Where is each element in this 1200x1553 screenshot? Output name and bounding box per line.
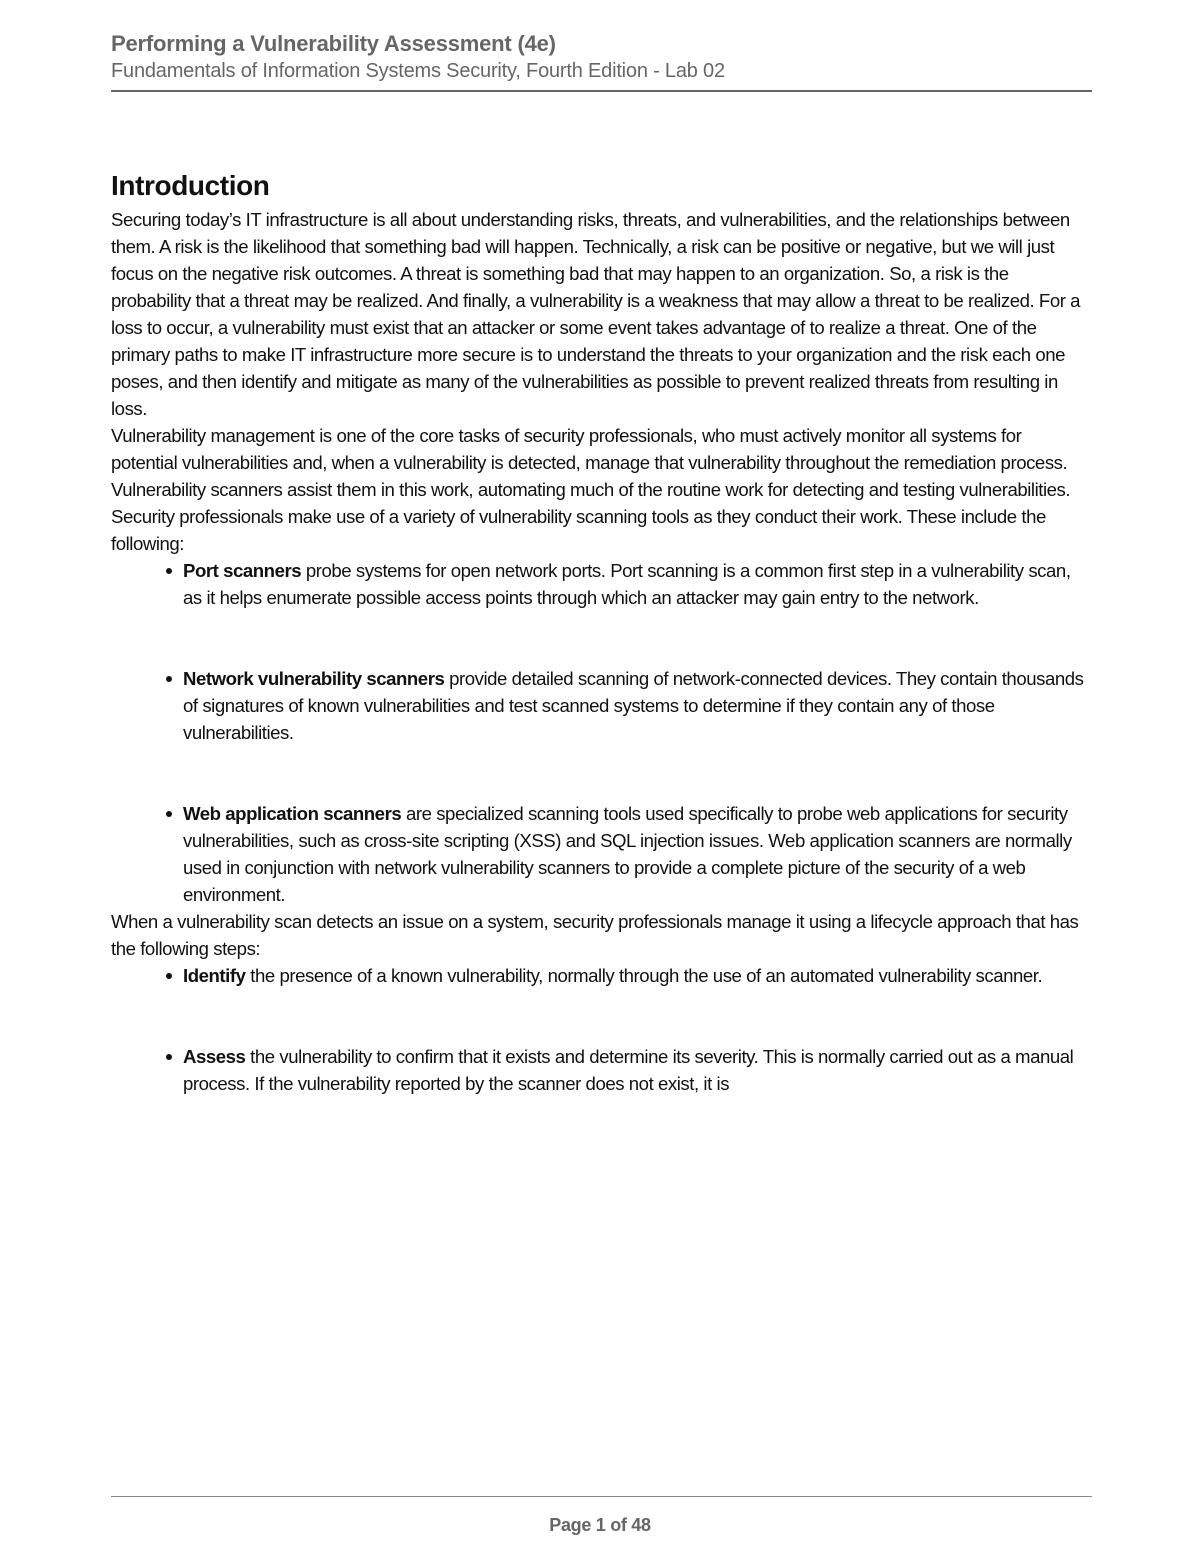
lifecycle-steps-list bbox=[111, 962, 1092, 1097]
document-title: Performing a Vulnerability Assessment (4e) bbox=[111, 31, 556, 56]
list-item-text: probe systems for open network ports. Port scanning is a common first step in a vulnerability scan, as it helps enumerate possible access points through which an attacker may gain entry to the network. bbox=[183, 560, 1071, 608]
page-number: Page 1 of 48 bbox=[549, 1515, 651, 1535]
list-item-network-vulnerability-scanners bbox=[111, 665, 1092, 746]
list-item-identify bbox=[111, 962, 1092, 989]
list-item-term: Assess bbox=[183, 1046, 246, 1067]
list-item-text: the presence of a known vulnerability, normally through the use of an automated vulnerability scanner. bbox=[245, 965, 1043, 986]
list-item-text: provide detailed scanning of network-connected devices. They contain thousands of signatures of known vulnerabilities and test scanned systems to determine if they contain any of those vulnerabilities. bbox=[183, 668, 1084, 743]
bullet-icon bbox=[166, 973, 172, 979]
page-content bbox=[111, 166, 1092, 1097]
bullet-icon bbox=[166, 676, 172, 682]
bullet-icon bbox=[166, 811, 172, 817]
list-item-term: Port scanners bbox=[183, 560, 302, 581]
list-item-term: Identify bbox=[183, 965, 246, 986]
list-item-port-scanners bbox=[111, 557, 1092, 611]
bullet-icon bbox=[166, 568, 172, 574]
list-item-assess bbox=[111, 1043, 1092, 1097]
scanner-types-list bbox=[111, 557, 1092, 908]
footer-divider bbox=[111, 1496, 1092, 1497]
vulnerability-management-paragraph: Vulnerability management is one of the core tasks of security professionals, who must actively monitor all systems for potential vulnerabilities and, when a vulnerability is detected, manage that vulnerability throughout the remediation process. Vulnerability scanners assist them in this work, automating much of the routine work for detecting and testing vulnerabilities. Security professionals make use of a variety of vulnerability scanning tools as they conduct their work. These include the following: bbox=[111, 425, 1071, 554]
list-item-web-application-scanners bbox=[111, 800, 1092, 908]
header-divider bbox=[111, 90, 1092, 92]
bullet-icon bbox=[166, 1054, 172, 1060]
list-item-term: Network vulnerability scanners bbox=[183, 668, 445, 689]
section-title: Introduction bbox=[111, 170, 270, 201]
list-item-term: Web application scanners bbox=[183, 803, 402, 824]
page-header bbox=[111, 30, 1092, 84]
document-subtitle: Fundamentals of Information Systems Security, Fourth Edition - Lab 02 bbox=[111, 60, 725, 82]
intro-paragraph: Securing today’s IT infrastructure is all about understanding risks, threats, and vulnerabilities, and the relationships between them. A risk is the likelihood that something bad will happen. Technically, a risk can be positive or negative, but we will just focus on the negative risk outcomes. A threat is something bad that may happen to an organization. So, a risk is the probability that a threat may be realized. And finally, a vulnerability is a weakness that may allow a threat to be realized. For a loss to occur, a vulnerability must exist that an attacker or some event takes advantage of to realize a threat. One of the primary paths to make IT infrastructure more secure is to understand the threats to your organization and the risk each one poses, and then identify and mitigate as many of the vulnerabilities as possible to prevent realized threats from resulting in loss. bbox=[111, 209, 1081, 419]
lifecycle-intro-paragraph: When a vulnerability scan detects an issue on a system, security professionals manage it using a lifecycle approach that has the following steps: bbox=[111, 911, 1079, 959]
list-item-text: are specialized scanning tools used specifically to probe web applications for security vulnerabilities, such as cross-site scripting (XSS) and SQL injection issues. Web application scanners are normally used in conjunction with network vulnerability scanners to provide a complete picture of the security of a web environment. bbox=[183, 803, 1072, 905]
list-item-text: the vulnerability to confirm that it exists and determine its severity. This is normally carried out as a manual process. If the vulnerability reported by the scanner does not exist, it is bbox=[183, 1046, 1074, 1094]
